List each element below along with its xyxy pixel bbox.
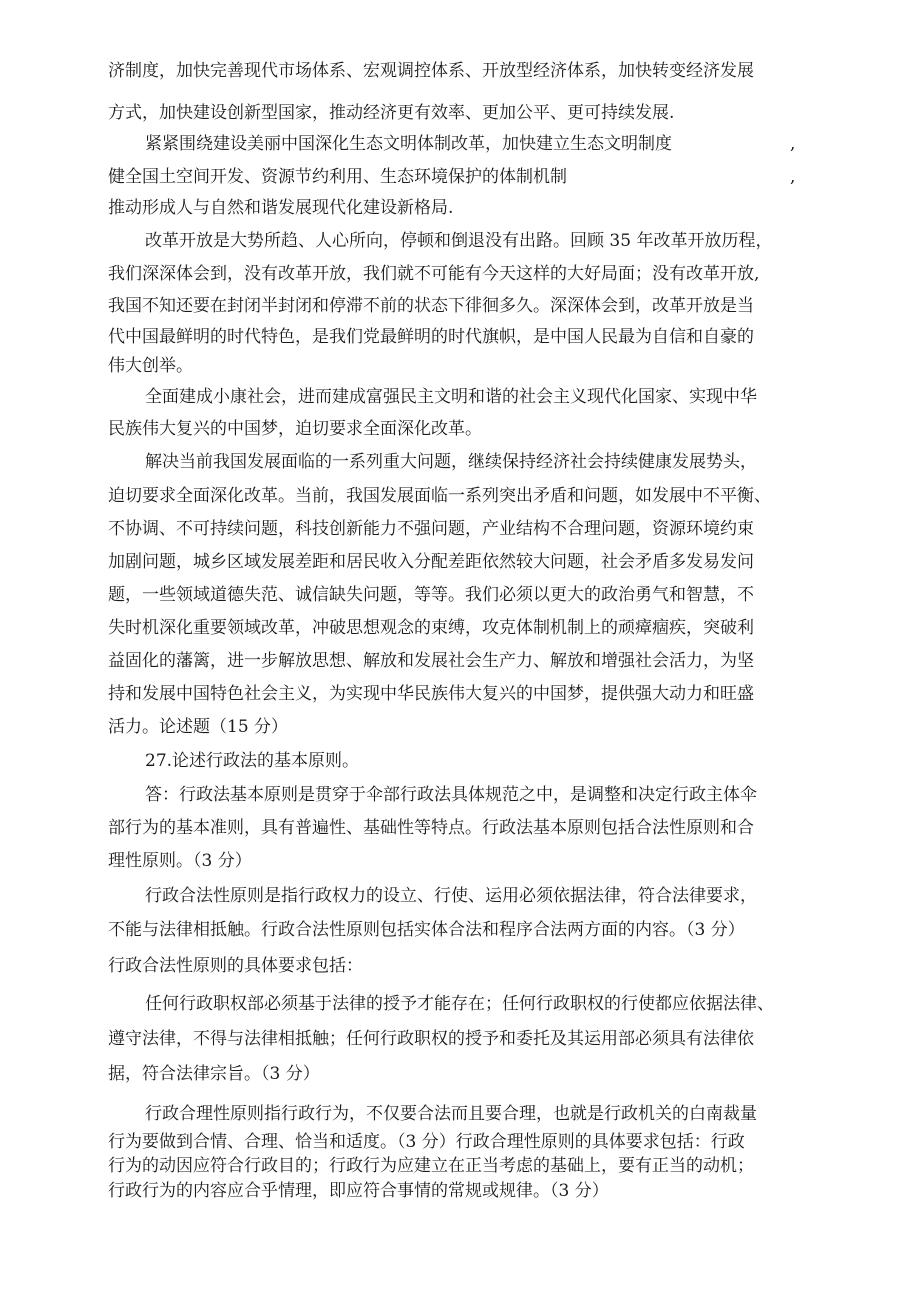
paragraph-line: 失时机深化重要领域改革，冲破思想观念的束缚，攻克体制机制上的顽瘴痼疾，突破利	[108, 618, 754, 638]
paragraph-line: 不协调、不可持续问题，科技创新能力不强问题，产业结构不合理问题，资源环境约束	[108, 519, 754, 539]
paragraph-line: 行为的动因应符合行政目的；行政行为应建立在正当考虑的基础上，要有正当的动机；	[108, 1156, 754, 1176]
question-heading: 27.论述行政法的基本原则。	[145, 751, 360, 771]
paragraph-line: 解决当前我国发展面临的一系列重大问题，继续保持经济社会持续健康发展势头，	[145, 452, 757, 472]
paragraph-line: 行政行为的内容应合乎情理，即应符合事情的常规或规律。（3 分）	[108, 1181, 609, 1201]
trailing-comma: ,	[790, 134, 796, 154]
paragraph-line: 行政合法性原则的具体要求包括：	[108, 956, 363, 976]
paragraph-line: 代中国最鲜明的时代特色，是我们党最鲜明的时代旗帜，是中国人民最为自信和自豪的	[108, 327, 754, 347]
paragraph-line: 我们深深体会到，没有改革开放，我们就不可能有今天这样的大好局面；没有改革开放,	[108, 264, 760, 284]
paragraph-line: 伟大创举。	[108, 356, 193, 376]
paragraph-line: 民族伟大复兴的中国梦，迫切要求全面深化改革。	[108, 419, 482, 439]
paragraph-line: 任何行政职权部必须基于法律的授予才能存在；任何行政职权的行使都应依据法律、	[145, 994, 774, 1014]
paragraph-line: 活力。论述题（15 分）	[108, 717, 289, 737]
paragraph-line: 不能与法律相抵触。行政合法性原则包括实体合法和程序合法两方面的内容。（3 分）	[108, 920, 745, 940]
paragraph-line: 我国不知还要在封闭半封闭和停滞不前的状态下徘徊多久。深深体会到，改革开放是当	[108, 296, 754, 316]
paragraph-line: 加剧问题，城乡区域发展差距和居民收入分配差距依然较大问题，社会矛盾多发易发问	[108, 552, 754, 572]
paragraph-line: 健全国土空间开发、资源节约利用、生态环境保护的体制机制	[108, 167, 567, 187]
paragraph-line: 据，符合法律宗旨。（3 分）	[108, 1064, 320, 1084]
paragraph-line: 济制度，加快完善现代市场体系、宏观调控体系、开放型经济体系，加快转变经济发展	[108, 61, 754, 81]
paragraph-line: 持和发展中国特色社会主义，为实现中华民族伟大复兴的中国梦，提供强大动力和旺盛	[108, 684, 754, 704]
paragraph-line: 行为要做到合情、合理、恰当和适度。（3 分）行政合理性原则的具体要求包括：行政	[108, 1132, 745, 1152]
paragraph-line: 改革开放是大势所趋、人心所向，停顿和倒退没有出路。回顾 35 年改革开放历程，	[145, 231, 773, 251]
paragraph-line: 行政合理性原则指行政行为，不仅要合法而且要合理，也就是行政机关的白南裁量	[145, 1104, 757, 1124]
paragraph-line: 迫切要求全面深化改革。当前，我国发展面临一系列突出矛盾和问题，如发展中不平衡、	[108, 486, 771, 506]
paragraph-line: 题，一些领域道德失范、诚信缺失问题，等等。我们必须以更大的政治勇气和智慧，不	[108, 585, 754, 605]
paragraph-line: 紧紧围绕建设美丽中国深化生态文明体制改革，加快建立生态文明制度	[145, 134, 672, 154]
paragraph-line: 答：行政法基本原则是贯穿于伞部行政法具体规范之中，是调整和决定行政主体伞	[145, 785, 757, 805]
paragraph-line: 方式，加快建设创新型国家，推动经济更有效率、更加公平、更可持续发展.	[108, 103, 675, 123]
paragraph-line: 推动形成人与自然和谐发展现代化建设新格局.	[108, 198, 454, 218]
paragraph-line: 益固化的藩篱，进一步解放思想、解放和发展社会生产力、解放和增强社会活力，为坚	[108, 651, 754, 671]
paragraph-line: 全面建成小康社会，进而建成富强民主文明和谐的社会主义现代化国家、实现中华	[145, 387, 757, 407]
paragraph-line: 遵守法律，不得与法律相抵触；任何行政职权的授予和委托及其运用部必须具有法律依	[108, 1029, 754, 1049]
trailing-comma: ,	[790, 167, 796, 187]
paragraph-line: 行政合法性原则是指行政权力的设立、行使、运用必须依据法律，符合法律要求，	[145, 886, 757, 906]
paragraph-line: 部行为的基本准则，具有普遍性、基础性等特点。行政法基本原则包括合法性原则和合	[108, 818, 754, 838]
paragraph-line: 理性原则。（3 分）	[108, 851, 252, 871]
